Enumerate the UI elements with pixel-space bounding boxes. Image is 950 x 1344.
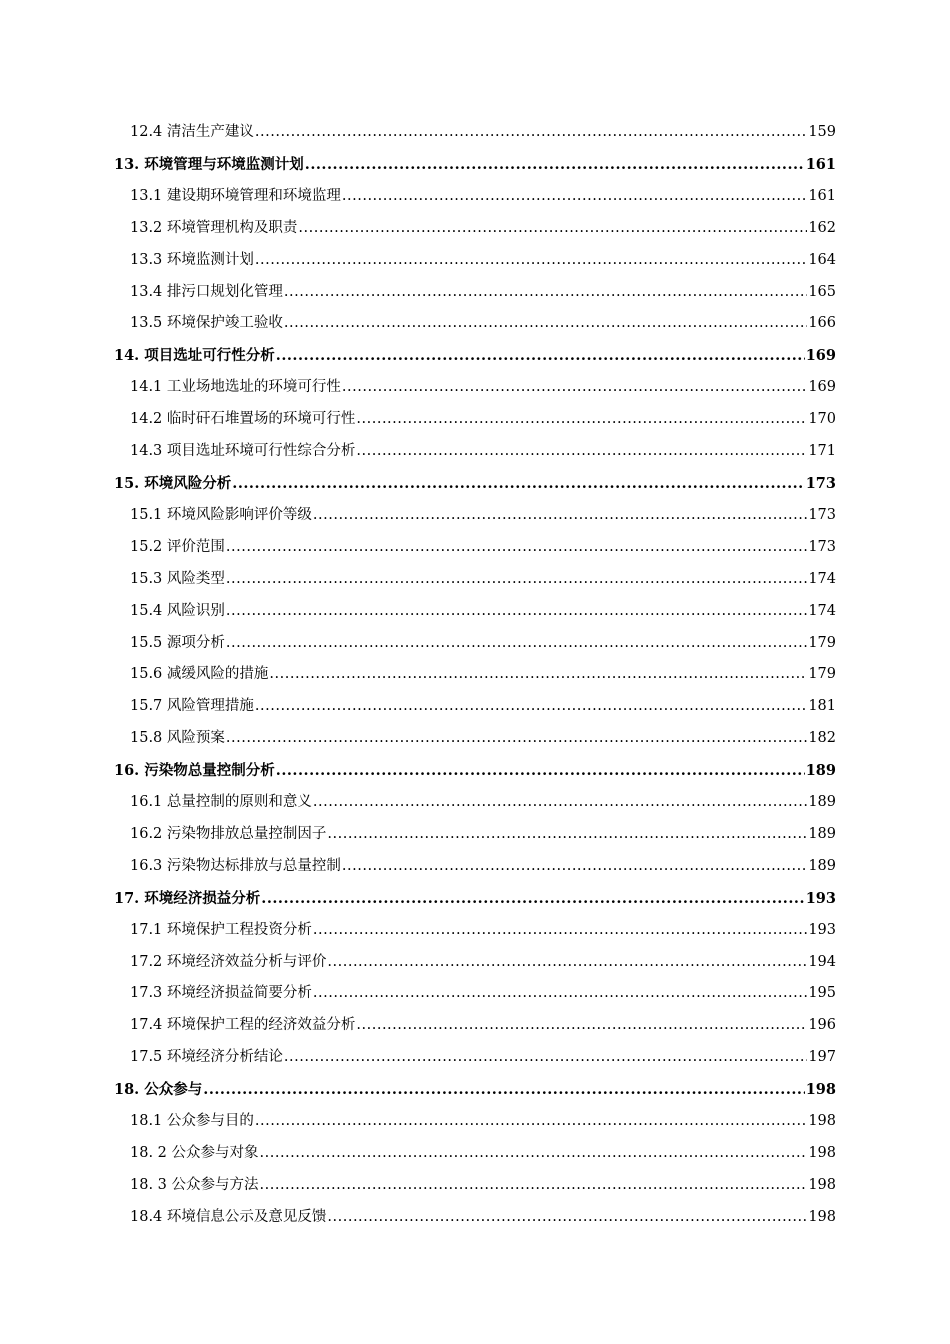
- toc-page-number: 182: [808, 730, 836, 747]
- toc-section-entry[interactable]: [114, 213, 836, 245]
- toc-dot-leader: [261, 883, 804, 915]
- toc-page-number: 171: [808, 443, 836, 460]
- toc-section-entry[interactable]: [114, 978, 836, 1010]
- toc-dot-leader: [255, 117, 807, 149]
- toc-page-number: 166: [808, 315, 836, 332]
- toc-page-number: 193: [808, 921, 836, 938]
- toc-entry-title: 13.5 环境保护竣工验收: [130, 315, 283, 332]
- toc-dot-leader: [232, 468, 804, 500]
- toc-chapter-entry[interactable]: [114, 340, 836, 372]
- toc-page-number: 173: [808, 506, 836, 523]
- toc-dot-leader: [327, 947, 807, 979]
- toc-entry-title: 18.1 公众参与目的: [130, 1113, 254, 1130]
- toc-dot-leader: [276, 340, 805, 372]
- toc-page-number: 189: [805, 762, 836, 780]
- toc-section-entry[interactable]: [114, 372, 836, 404]
- toc-entry-title: 16.3 污染物达标排放与总量控制: [130, 857, 341, 874]
- toc-entry-title: 15.5 源项分析: [130, 634, 225, 651]
- toc-section-entry[interactable]: [114, 691, 836, 723]
- toc-entry-title: 15.1 环境风险影响评价等级: [130, 506, 312, 523]
- toc-page-number: 159: [808, 124, 836, 140]
- toc-page-number: 164: [808, 251, 836, 268]
- toc-dot-leader: [327, 819, 807, 851]
- toc-entry-title: 15.8 风险预案: [130, 730, 225, 747]
- toc-chapter-entry[interactable]: [114, 1074, 836, 1106]
- toc-entry-title: 15. 环境风险分析: [114, 474, 232, 492]
- toc-dot-leader: [284, 1042, 807, 1074]
- toc-section-entry[interactable]: [114, 1042, 836, 1074]
- toc-page-number: 179: [808, 634, 836, 651]
- toc-entry-title: 18. 3 公众参与方法: [130, 1176, 259, 1193]
- toc-dot-leader: [203, 1074, 804, 1106]
- toc-section-entry[interactable]: [114, 1170, 836, 1202]
- toc-dot-leader: [305, 149, 805, 181]
- toc-entry-title: 13. 环境管理与环境监测计划: [114, 155, 304, 173]
- toc-section-entry[interactable]: [114, 1106, 836, 1138]
- toc-dot-leader: [276, 755, 805, 787]
- toc-section-entry[interactable]: [114, 436, 836, 468]
- toc-page-number: 189: [808, 857, 836, 874]
- toc-page-number: 198: [808, 1176, 836, 1193]
- toc-page-number: 193: [805, 889, 836, 907]
- toc-section-entry[interactable]: [114, 532, 836, 564]
- toc-entry-title: 17.4 环境保护工程的经济效益分析: [130, 1017, 356, 1034]
- toc-chapter-entry[interactable]: [114, 755, 836, 787]
- toc-section-entry[interactable]: [114, 308, 836, 340]
- toc-page-number: 161: [808, 187, 836, 204]
- toc-page-number: 173: [805, 474, 836, 492]
- toc-entry-title: 16. 污染物总量控制分析: [114, 762, 275, 780]
- toc-dot-leader: [313, 978, 807, 1010]
- toc-section-entry[interactable]: [114, 819, 836, 851]
- toc-section-entry[interactable]: [114, 723, 836, 755]
- toc-section-entry[interactable]: [114, 500, 836, 532]
- toc-page-number: 173: [808, 538, 836, 555]
- toc-entry-title: 18. 公众参与: [114, 1081, 203, 1099]
- toc-entry-title: 17.1 环境保护工程投资分析: [130, 921, 312, 938]
- toc-dot-leader: [298, 213, 807, 245]
- toc-section-entry[interactable]: [114, 787, 836, 819]
- toc-dot-leader: [226, 596, 807, 628]
- toc-chapter-entry[interactable]: [114, 149, 836, 181]
- toc-entry-title: 13.1 建设期环境管理和环境监理: [130, 187, 341, 204]
- toc-entry-title: 15.7 风险管理措施: [130, 698, 254, 715]
- toc-entry-title: 18. 2 公众参与对象: [130, 1145, 259, 1161]
- toc-entry-title: 13.4 排污口规划化管理: [130, 283, 283, 300]
- toc-dot-leader: [313, 500, 807, 532]
- toc-entry-title: 16.1 总量控制的原则和意义: [130, 794, 312, 811]
- toc-page-number: 161: [805, 155, 836, 173]
- toc-entry-title: 17.3 环境经济损益简要分析: [130, 985, 312, 1002]
- toc-dot-leader: [226, 564, 807, 596]
- toc-dot-leader: [284, 308, 807, 340]
- toc-dot-leader: [327, 1202, 807, 1234]
- toc-section-entry[interactable]: [114, 596, 836, 628]
- toc-dot-leader: [342, 181, 807, 213]
- toc-entry-title: 15.3 风险类型: [130, 570, 225, 587]
- toc-page-number: 181: [808, 698, 836, 715]
- toc-entry-title: 13.2 环境管理机构及职责: [130, 219, 298, 236]
- toc-entry-title: 13.3 环境监测计划: [130, 251, 254, 268]
- toc-dot-leader: [356, 404, 807, 436]
- toc-entry-title: 15.2 评价范围: [130, 538, 225, 555]
- toc-dot-leader: [269, 659, 807, 691]
- toc-dot-leader: [226, 723, 807, 755]
- toc-dot-leader: [255, 245, 807, 277]
- toc-page-number: 169: [805, 347, 836, 365]
- toc-page-number: 198: [808, 1208, 836, 1225]
- toc-entry-title: 15.6 减缓风险的措施: [130, 666, 269, 683]
- toc-dot-leader: [313, 915, 807, 947]
- toc-dot-leader: [260, 1170, 808, 1202]
- toc-dot-leader: [342, 851, 807, 883]
- toc-page-number: 198: [805, 1081, 836, 1099]
- toc-dot-leader: [226, 532, 807, 564]
- toc-page-number: 179: [808, 666, 836, 683]
- toc-section-entry[interactable]: [114, 1138, 836, 1170]
- toc-dot-leader: [342, 372, 807, 404]
- toc-section-entry[interactable]: [114, 117, 836, 149]
- toc-entry-title: 15.4 风险识别: [130, 602, 225, 619]
- toc-section-entry[interactable]: [114, 659, 836, 691]
- toc-section-entry[interactable]: [114, 181, 836, 213]
- toc-page-number: 197: [808, 1049, 836, 1066]
- toc-section-entry[interactable]: [114, 1010, 836, 1042]
- toc-dot-leader: [260, 1138, 808, 1170]
- toc-dot-leader: [356, 1010, 807, 1042]
- toc-entry-title: 16.2 污染物排放总量控制因子: [130, 825, 327, 842]
- toc-page-number: 198: [808, 1113, 836, 1130]
- toc-section-entry[interactable]: [114, 628, 836, 660]
- toc-dot-leader: [356, 436, 807, 468]
- toc-dot-leader: [226, 628, 807, 660]
- toc-entry-title: 14. 项目选址可行性分析: [114, 347, 275, 365]
- toc-page-number: 165: [808, 283, 836, 300]
- toc-chapter-entry[interactable]: [114, 468, 836, 500]
- toc-section-entry[interactable]: [114, 245, 836, 277]
- toc-chapter-entry[interactable]: [114, 883, 836, 915]
- toc-entry-title: 12.4 清洁生产建议: [130, 124, 254, 140]
- toc-dot-leader: [255, 691, 807, 723]
- toc-page-number: 174: [808, 602, 836, 619]
- toc-page-number: 169: [808, 379, 836, 396]
- toc-section-entry[interactable]: [114, 915, 836, 947]
- toc-page-number: 162: [808, 219, 836, 236]
- toc-entry-title: 14.1 工业场地选址的环境可行性: [130, 379, 341, 396]
- toc-section-entry[interactable]: [114, 564, 836, 596]
- toc-page-number: 170: [808, 411, 836, 428]
- toc-page-number: 189: [808, 794, 836, 811]
- toc-entry-title: 17.2 环境经济效益分析与评价: [130, 953, 327, 970]
- toc-section-entry[interactable]: [114, 851, 836, 883]
- toc-page-number: 174: [808, 570, 836, 587]
- toc-section-entry[interactable]: [114, 277, 836, 309]
- toc-entry-title: 18.4 环境信息公示及意见反馈: [130, 1208, 327, 1225]
- toc-dot-leader: [284, 277, 807, 309]
- toc-page-number: 194: [808, 953, 836, 970]
- table-of-contents: [114, 117, 836, 1234]
- toc-page-number: 196: [808, 1017, 836, 1034]
- toc-section-entry[interactable]: [114, 947, 836, 979]
- toc-section-entry[interactable]: [114, 1202, 836, 1234]
- toc-entry-title: 14.2 临时矸石堆置场的环境可行性: [130, 411, 356, 428]
- toc-entry-title: 17. 环境经济损益分析: [114, 889, 261, 907]
- toc-page-number: 195: [808, 985, 836, 1002]
- toc-entry-title: 14.3 项目选址环境可行性综合分析: [130, 443, 356, 460]
- toc-entry-title: 17.5 环境经济分析结论: [130, 1049, 283, 1066]
- toc-dot-leader: [313, 787, 807, 819]
- toc-page-number: 189: [808, 825, 836, 842]
- toc-section-entry[interactable]: [114, 404, 836, 436]
- toc-page-number: 198: [808, 1145, 836, 1161]
- toc-dot-leader: [255, 1106, 807, 1138]
